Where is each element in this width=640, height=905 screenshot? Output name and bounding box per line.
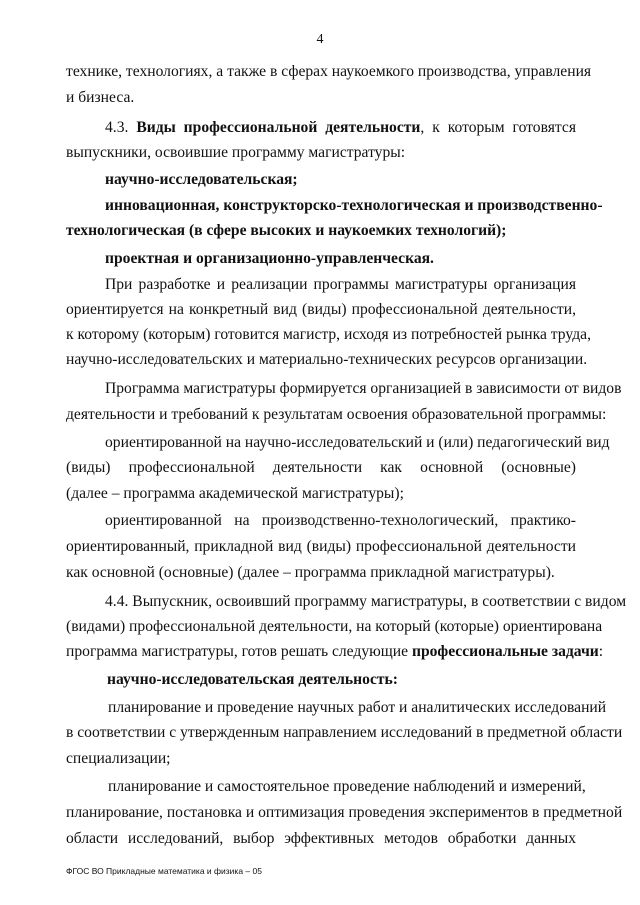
text-line: и бизнеса.	[66, 89, 135, 106]
tasks-intro: программа магистратуры, готов решать следующие	[66, 643, 412, 660]
text-line: планирование и самостоятельное проведение наблюдений и измерений,	[108, 778, 586, 795]
text-line: При разработке и реализации программы магистратуры организация	[105, 276, 576, 293]
text-line: технике, технологиях, а также в сферах наукоемкого производства, управления	[66, 63, 592, 80]
activity-type: проектная и организационно-управленческая.	[105, 250, 434, 267]
text-line: специализации;	[66, 750, 171, 767]
activity-type: научно-исследовательская;	[105, 171, 298, 188]
text-line: как основной (основные) (далее – программа прикладной магистратуры).	[66, 564, 555, 581]
text-line: (видами) профессиональной деятельности, на который (которые) ориентирована	[66, 618, 603, 635]
text-line: 4.4. Выпускник, освоивший программу магистратуры, в соответствии с видом	[105, 593, 627, 610]
text-line: ориентированной на научно-исследовательский и (или) педагогический вид	[105, 434, 610, 451]
section-number: 4.3.	[105, 119, 137, 136]
text-line: ориентированной на производственно-технологический, практико-	[105, 512, 576, 529]
tasks-heading: профессиональные задачи	[411, 643, 599, 660]
text-line: научно-исследовательских и материально-технических ресурсов организации.	[66, 351, 588, 368]
text-line: ориентируется на конкретный вид (виды) профессиональной деятельности,	[66, 301, 576, 318]
text-line: планирование, постановка и оптимизация проведения экспериментов в предметной	[66, 804, 623, 821]
tasks-line	[66, 642, 603, 662]
text-line: области исследований, выбор эффективных методов обработки данных	[66, 830, 576, 847]
tasks-colon: :	[598, 643, 604, 660]
section-heading: Виды профессиональной деятельности	[136, 119, 421, 136]
text-line: ориентированный, прикладной вид (виды) профессиональной деятельности	[66, 538, 576, 555]
section-heading-line	[105, 118, 576, 138]
text-line: деятельности и требований к результатам освоения образовательной программы:	[66, 406, 607, 423]
text-line: выпускники, освоившие программу магистратуры:	[66, 144, 406, 161]
text-line: к которому (которым) готовится магистр, исходя из потребностей рынка труда,	[66, 326, 591, 343]
page-footer: ФГОС ВО Прикладные математика и физика – 05	[66, 866, 262, 876]
text-line: в соответствии с утвержденным направлением исследований в предметной области	[66, 724, 623, 741]
text-line: планирование и проведение научных работ и аналитических исследований	[108, 699, 607, 716]
text-line: Программа магистратуры формируется организацией в зависимости от видов	[105, 380, 622, 397]
section-heading-tail: , к которым готовятся	[420, 119, 576, 136]
text-line: (далее – программа академической магистратуры);	[66, 485, 404, 502]
page-number: 4	[316, 32, 324, 47]
activity-type: технологическая (в сфере высоких и наукоемких технологий);	[66, 222, 507, 239]
activity-type: инновационная, конструкторско-технологическая и производственно-	[105, 197, 603, 214]
text-line: (виды) профессиональной деятельности как основной (основные)	[66, 459, 576, 476]
activity-heading: научно-исследовательская деятельность:	[107, 671, 398, 688]
